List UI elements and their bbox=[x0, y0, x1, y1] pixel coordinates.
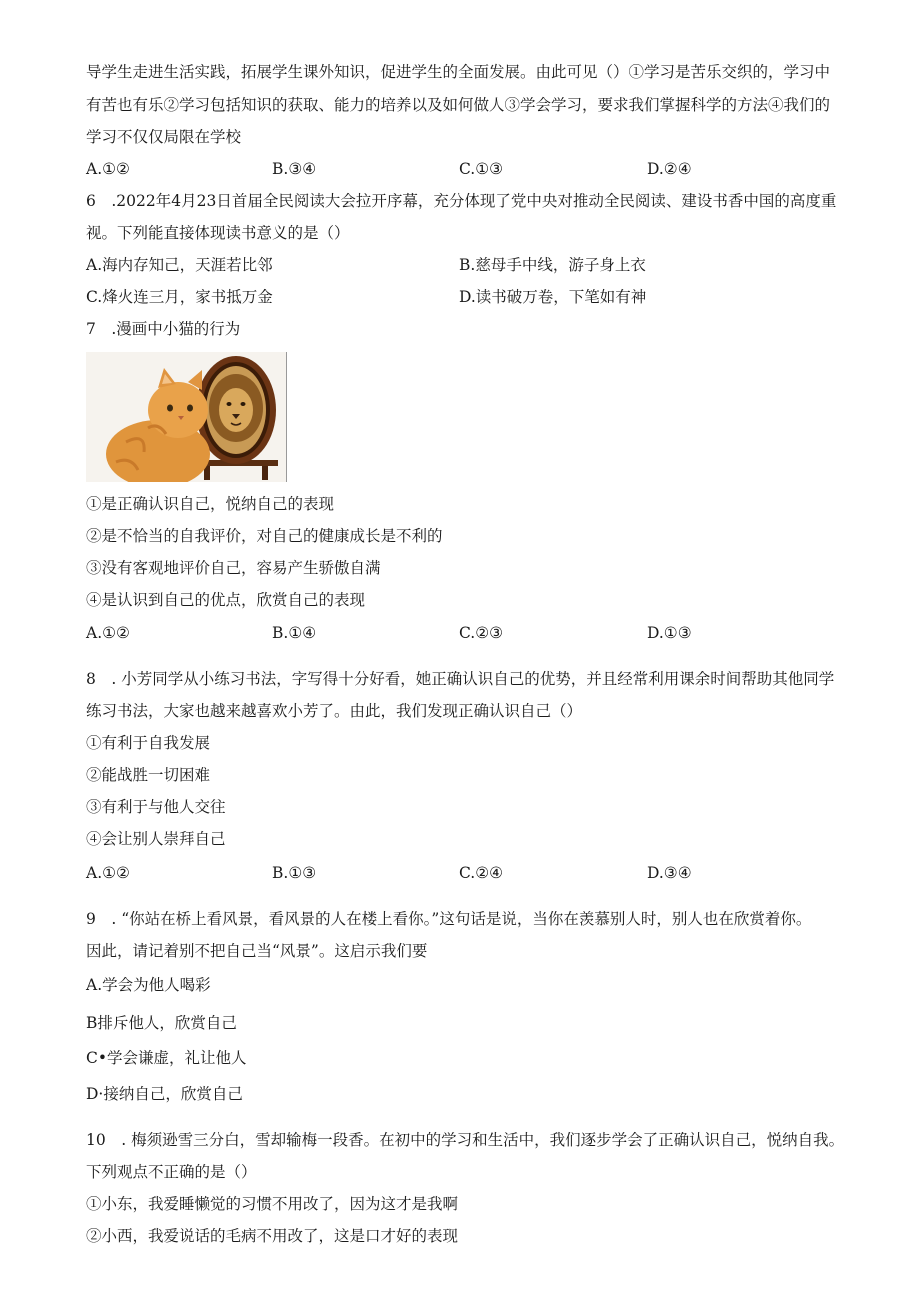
q8-statement-4: ④会让别人崇拜自己 bbox=[86, 830, 226, 848]
q5-option-a: A.①② bbox=[86, 160, 130, 178]
q5-option-b: B.③④ bbox=[272, 160, 317, 178]
q9-option-b: B排斥他人，欣赏自己 bbox=[86, 1014, 237, 1032]
q6-text-line-1: 6 .2022年4月23日首届全民阅读大会拉开序幕，充分体现了党中央对推动全民阅读、建设书香中国的高度重 bbox=[86, 192, 837, 210]
q5-text-line-1: 导学生走进生活实践，拓展学生课外知识，促进学生的全面发展。由此可见（）①学习是苦乐交织的，学习中 bbox=[86, 63, 831, 81]
cat-mirror-lion-cartoon bbox=[86, 352, 287, 482]
q8-text-line-1: 8 . 小芳同学从小练习书法，字写得十分好看，她正确认识自己的优势，并且经常利用课余时间帮助其他同学 bbox=[86, 670, 835, 688]
q7-statement-1: ①是正确认识自己，悦纳自己的表现 bbox=[86, 495, 335, 513]
q8-text-line-2: 练习书法，大家也越来越喜欢小芳了。由此，我们发现正确认识自己（） bbox=[86, 702, 583, 720]
q6-option-c: C.烽火连三月，家书抵万金 bbox=[86, 288, 273, 306]
q9-option-a: A.学会为他人喝彩 bbox=[86, 976, 211, 994]
q7-option-d: D.①③ bbox=[647, 624, 692, 642]
q8-statement-2: ②能战胜一切困难 bbox=[86, 766, 211, 784]
q6-text-line-2: 视。下列能直接体现读书意义的是（） bbox=[86, 224, 350, 242]
q8-option-a: A.①② bbox=[86, 864, 130, 882]
q9-text-line-1: 9 . “你站在桥上看风景，看风景的人在楼上看你。”这句话是说，当你在羡慕别人时，别人也在欣赏着你。 bbox=[86, 910, 812, 928]
q5-text-line-3: 学习不仅仅局限在学校 bbox=[86, 128, 242, 146]
q10-statement-2: ②小西，我爱说话的毛病不用改了，这是口才好的表现 bbox=[86, 1227, 459, 1245]
q7-statement-2: ②是不恰当的自我评价，对自己的健康成长是不利的 bbox=[86, 527, 443, 545]
q7-option-a: A.①② bbox=[86, 624, 130, 642]
q6-option-d: D.读书破万卷，下笔如有神 bbox=[459, 288, 647, 306]
q8-option-d: D.③④ bbox=[647, 864, 692, 882]
q8-option-c: C.②④ bbox=[459, 864, 504, 882]
q10-text-line-2: 下列观点不正确的是（） bbox=[86, 1163, 257, 1181]
q6-option-b: B.慈母手中线，游子身上衣 bbox=[459, 256, 646, 274]
q8-option-b: B.①③ bbox=[272, 864, 317, 882]
q5-option-d: D.②④ bbox=[647, 160, 692, 178]
q10-statement-1: ①小东，我爱睡懒觉的习惯不用改了，因为这才是我啊 bbox=[86, 1195, 459, 1213]
q5-text-line-2: 有苦也有乐②学习包括知识的获取、能力的培养以及如何做人③学会学习，要求我们掌握科学的方法④我们的 bbox=[86, 96, 831, 114]
q7-statement-4: ④是认识到自己的优点，欣赏自己的表现 bbox=[86, 591, 366, 609]
q7-statement-3: ③没有客观地评价自己，容易产生骄傲自满 bbox=[86, 559, 381, 577]
q10-text-line-1: 10 . 梅须逊雪三分白，雪却输梅一段香。在初中的学习和生活中，我们逐步学会了正确认识自己，悦纳自我。 bbox=[86, 1131, 845, 1149]
q7-option-b: B.①④ bbox=[272, 624, 317, 642]
q8-statement-1: ①有利于自我发展 bbox=[86, 734, 211, 752]
q9-option-d: D·接纳自己，欣赏自己 bbox=[86, 1085, 243, 1103]
q9-text-line-2: 因此，请记着别不把自己当“风景”。这启示我们要 bbox=[86, 942, 428, 960]
q6-option-a: A.海内存知己，天涯若比邻 bbox=[86, 256, 273, 274]
cartoon-illustration bbox=[86, 352, 286, 482]
q8-statement-3: ③有利于与他人交往 bbox=[86, 798, 226, 816]
q7-text-line-1: 7 .漫画中小猫的行为 bbox=[86, 320, 241, 338]
q7-option-c: C.②③ bbox=[459, 624, 504, 642]
q5-option-c: C.①③ bbox=[459, 160, 504, 178]
q9-option-c: C•学会谦虚，礼让他人 bbox=[86, 1049, 247, 1067]
